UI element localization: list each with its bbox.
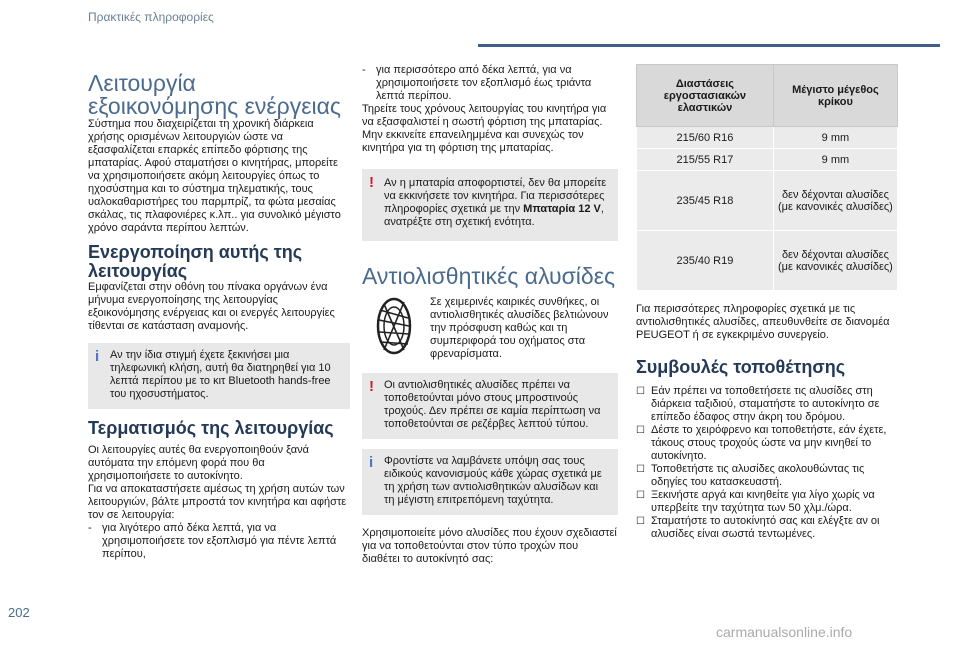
paragraph-activation: Εμφανίζεται στην οθόνη του πίνακα οργάνων ένα μήνυμα ενεργοποίησης της λειτουργίας εξοικονόμησης ενέργειας και οι ενεργές λειτουργίες τίθενται σε κατάσταση αναμονής. [88, 281, 335, 332]
info-icon: i [369, 454, 374, 471]
list-item-text: Δέστε το χειρόφρενο και τοποθετήστε, εάν έχετε, τάκους στους τροχούς ώστε να μην κινηθεί το αυτοκίνητο. [651, 424, 887, 462]
paragraph-engine-times: Τηρείτε τους χρόνους λειτουργίας του κινητήρα για να εξασφαλιστεί η σωστή φόρτιση της μπαταρίας. Μην εκκινείτε επανειλημμένα και συνεχώς τον κινητήρα για τη φόρτιση της μπαταρίας. [362, 103, 607, 154]
list-item [88, 522, 350, 561]
info-note-text: Αν την ίδια στιγμή έχετε ξεκινήσει μια τηλεφωνική κλήση, αυτή θα διατηρηθεί για 10 λεπτά περίπου με το κιτ Bluetooth hands-free του ηχοσυστήματος. [110, 349, 331, 400]
warning-note-text: Αν η μπαταρία αποφορτιστεί, δεν θα μπορείτε να εκκινήσετε τον κινητήρα. Για περισσότερες πληροφορίες σχετικά με την [384, 177, 607, 215]
list-item-text: Τοποθετήστε τις αλυσίδες ακολουθώντας τις οδηγίες του κατασκευαστή. [651, 463, 865, 488]
battery-link-text: Μπαταρία 12 V [523, 203, 601, 215]
warning-icon: ! [369, 378, 374, 395]
paragraph-energy-saving: Σύστημα που διαχειρίζεται τη χρονική διάρκεια χρήσης ορισμένων λειτουργιών ώστε να εξασφαλίζεται επαρκές επίπεδο φόρτισης της μπαταρίας. Αφού σταματήσει ο κινητήρας, μπορείτε να χρησιμοποιήσετε ακόμη λειτουργίες όπως το ηχοσύστημα και το σύστημα τηλεματικής, τους υαλοκαθαριστήρες του παρμπρίζ, τα φώτα μεσαίας σκάλας, τις πλαφονιέρες κ.λπ.. για συνολικό μέγιστο χρόνο σαράντα περίπου λεπτών. [88, 118, 341, 234]
table-header-link-size: Μέγιστο μέγεθος κρίκου [773, 65, 897, 127]
checkbox-icon: ☐ [636, 516, 645, 527]
table-row [637, 127, 898, 149]
snow-chain-section [362, 296, 618, 361]
checkbox-icon: ☐ [636, 386, 645, 397]
list-item [362, 64, 618, 103]
page-number: 202 [8, 605, 30, 620]
table-cell: 9 mm [773, 127, 897, 149]
list-item-text: Σταματήστε το αυτοκίνητό σας και ελέγξτε αν οι αλυσίδες είναι σωστά τεντωμένες. [651, 515, 880, 540]
table-cell: 215/60 R16 [637, 127, 774, 149]
column-2 [362, 64, 618, 566]
info-note-text: Φροντίστε να λαμβάνετε υπόψη σας τους ειδικούς κανονισμούς κάθε χώρας σχετικά με τη χρήση των αντιολισθητικών αλυσίδων και τη μέγιστη επιτρεπόμενη ταχύτητα. [384, 455, 602, 506]
heading-fitting-tips: Συμβουλές τοποθέτησης [636, 357, 846, 377]
watermark: carmanualsonline.info [716, 624, 853, 640]
heading-energy-saving: Λειτουργία εξοικονόμησης ενέργειας [88, 70, 341, 119]
heading-activation: Ενεργοποίηση αυτής της λειτουργίας [88, 242, 303, 281]
table-row [637, 231, 898, 291]
table-cell: 235/40 R19 [637, 231, 774, 291]
table-cell: 215/55 R17 [637, 149, 774, 171]
column-3 [636, 64, 898, 541]
list-item-text: Εάν πρέπει να τοποθετήσετε τις αλυσίδες στη διάρκεια ταξιδιού, σταματήστε το αυτοκίνητο σε επίπεδο έδαφος στην άκρη του δρόμου. [651, 385, 880, 423]
list-item-text: για περισσότερο από δέκα λεπτά, για να χρησιμοποιήσετε τον εξοπλισμό έως τριάντα λεπτά περίπου. [376, 64, 592, 102]
list-item [636, 489, 898, 515]
checkbox-icon: ☐ [636, 464, 645, 475]
heading-termination: Τερματισμός της λειτουργίας [88, 418, 334, 438]
list-item [636, 424, 898, 463]
checkbox-icon: ☐ [636, 490, 645, 501]
list-item-text: Ξεκινήστε αργά και κινηθείτε για λίγο χωρίς να υπερβείτε την ταχύτητα των 50 χλμ./ώρα. [651, 489, 875, 514]
paragraph-snow-chains: Σε χειμερινές καιρικές συνθήκες, οι αντιολισθητικές αλυσίδες βελτιώνουν την πρόσφυση καθώς και τη συμπεριφορά του οχήματος στα φρεναρίσματα. [430, 296, 609, 360]
paragraph-termination-1: Οι λειτουργίες αυτές θα ενεργοποιηθούν ξανά αυτόματα την επόμενη φορά που θα χρησιμοποιήσετε το αυτοκίνητο. [88, 444, 309, 482]
paragraph-termination-2: Για να αποκαταστήσετε αμέσως τη χρήση αυτών των λειτουργιών, βάλτε μπροστά τον κινητήρα και αφήστε τον σε λειτουργία: [88, 483, 347, 521]
header-bar [478, 44, 940, 47]
column-1 [88, 60, 350, 561]
warning-note-text: Οι αντιολισθητικές αλυσίδες πρέπει να τοποθετούνται μόνο στους μπροστινούς τροχούς. Δεν πρέπει σε καμία περίπτωση να τοποθετούνται σε ρεζέρβες λεπτού τύπου. [384, 379, 601, 430]
warning-note-battery [362, 169, 618, 241]
warning-note-front-wheels [362, 373, 618, 439]
table-cell: 235/45 R18 [637, 171, 774, 231]
info-icon: i [95, 348, 100, 365]
list-item [636, 463, 898, 489]
info-note-regulations [362, 449, 618, 515]
table-cell: 9 mm [773, 149, 897, 171]
list-item-text: για λιγότερο από δέκα λεπτά, για να χρησιμοποιήσετε τον εξοπλισμό για πέντε λεπτά περίπου, [102, 522, 337, 560]
info-note-bluetooth [88, 343, 350, 409]
list-item [636, 515, 898, 541]
paragraph-more-info: Για περισσότερες πληροφορίες σχετικά με τις αντιολισθητικές αλυσίδες, απευθυνθείτε σε διανομέα PEUGEOT ή σε εγκεκριμένο συνεργείο. [636, 303, 890, 341]
table-row [637, 171, 898, 231]
table-cell: δεν δέχονται αλυσίδες (με κανονικές αλυσίδες) [773, 171, 897, 231]
warning-note-tail: , ανατρέξτε στη σχετική ενότητα. [384, 203, 604, 228]
list-item [636, 385, 898, 424]
table-row [637, 149, 898, 171]
heading-snow-chains: Αντιολισθητικές αλυσίδες [362, 263, 616, 289]
paragraph-use-chains: Χρησιμοποιείτε μόνο αλυσίδες που έχουν σχεδιαστεί για να τοποθετούνται στον τύπο τροχών που διαθέτει το αυτοκίνητό σας: [362, 527, 617, 565]
dash-marker: - [88, 522, 92, 534]
dash-marker: - [362, 64, 366, 76]
warning-icon: ! [369, 174, 374, 191]
table-header-row [637, 65, 898, 127]
table-cell: δεν δέχονται αλυσίδες (με κανονικές αλυσίδες) [773, 231, 897, 291]
table-header-tyre-size: Διαστάσεις εργοστασιακών ελαστικών [637, 65, 774, 127]
snow-chain-icon [370, 296, 418, 356]
section-title: Πρακτικές πληροφορίες [88, 10, 214, 24]
chain-size-table [636, 64, 898, 291]
checkbox-icon: ☐ [636, 425, 645, 436]
